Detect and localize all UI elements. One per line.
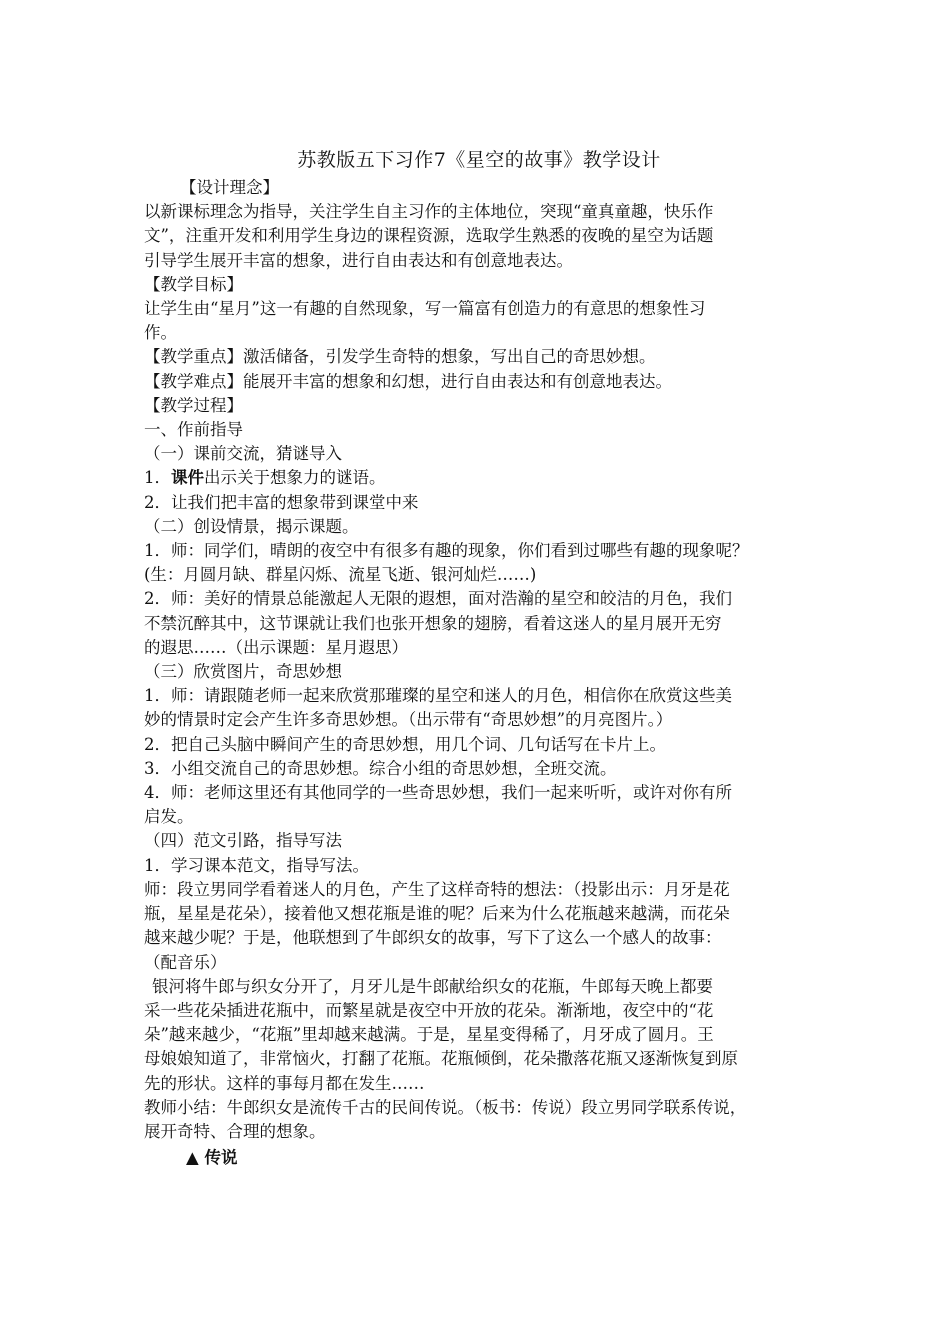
paragraph-line: 采一些花朵插进花瓶中，而繁星就是夜空中开放的花朵。渐渐地，夜空中的“花 — [144, 1000, 714, 1020]
paragraph-line: 瓶，星星是花朵），接着他又想花瓶是谁的呢？后来为什么花瓶越来越满，而花朵 — [144, 904, 730, 924]
line-text: 出示关于想象力的谜语。 — [204, 468, 386, 488]
paragraph-line: （配音乐） — [144, 952, 227, 972]
paragraph-line: 先的形状。这样的事每月都在发生…… — [144, 1073, 425, 1093]
paragraph-line: 2．师：美好的情景总能激起人无限的遐想，面对浩瀚的星空和皎洁的月色，我们 — [144, 589, 732, 609]
paragraph-line: 1．学习课本范文，指导写法。 — [144, 855, 369, 875]
paragraph-line: (生：月圆月缺、群星闪烁、流星飞逝、银河灿烂……) — [144, 565, 537, 585]
paragraph-line: 文”，注重开发和利用学生身边的课程资源，选取学生熟悉的夜晚的星空为话题 — [144, 226, 714, 246]
paragraph-line: 让学生由“星月”这一有趣的自然现象，写一篇富有创造力的有意思的想象性习 — [144, 299, 706, 319]
paragraph-line: 的遐思……（出示课题：星月遐思） — [144, 637, 408, 657]
paragraph-line: （三）欣赏图片，奇思妙想 — [144, 662, 342, 682]
paragraph-line: 引导学生展开丰富的想象，进行自由表达和有创意地表达。 — [144, 250, 573, 270]
paragraph-line: 教师小结：牛郎织女是流传千古的民间传说。（板书：传说）段立男同学联系传说， — [144, 1097, 747, 1117]
paragraph-line: （四）范文引路，指导写法 — [144, 831, 342, 851]
paragraph-line: 妙的情景时定会产生许多奇思妙想。（出示带有“奇思妙想”的月亮图片。） — [144, 710, 673, 730]
paragraph-line: 作。 — [144, 323, 177, 343]
paragraph-line: 展开奇特、合理的想象。 — [144, 1121, 326, 1141]
paragraph-line: 【教学目标】 — [144, 274, 243, 294]
paragraph-line: 3．小组交流自己的奇思妙想。综合小组的奇思妙想，全班交流。 — [144, 758, 617, 778]
paragraph-line: 1．师：同学们，晴朗的夜空中有很多有趣的现象，你们看到过哪些有趣的现象呢？ — [144, 541, 749, 561]
paragraph-line: （二）创设情景，揭示课题。 — [144, 516, 359, 536]
paragraph-line: 母娘娘知道了，非常恼火，打翻了花瓶。花瓶倾倒，花朵撒落花瓶又逐渐恢复到原 — [144, 1049, 738, 1069]
bullet-label: 传说 — [204, 1148, 238, 1168]
paragraph-line: 师：段立男同学看着迷人的月色，产生了这样奇特的想法：（投影出示：月牙是花 — [144, 879, 730, 899]
paragraph-line: （一）课前交流，猜谜导入 — [144, 444, 342, 464]
paragraph-line: 【教学重点】激活储备，引发学生奇特的想象，写出自己的奇思妙想。 — [144, 347, 656, 367]
paragraph-line: 2．把自己头脑中瞬间产生的奇思妙想，用几个词、几句话写在卡片上。 — [144, 734, 666, 754]
paragraph-line: 【教学过程】 — [144, 395, 243, 415]
paragraph-line: 启发。 — [144, 807, 194, 827]
paragraph-line: 4．师：老师这里还有其他同学的一些奇思妙想，我们一起来听听，或许对你有所 — [144, 783, 732, 803]
paragraph-line: 以新课标理念为指导，关注学生自主习作的主体地位，突现“童真童趣，快乐作 — [144, 202, 714, 222]
bullet-heading — [144, 1144, 814, 1172]
document-title: 苏教版五下习作7《星空的故事》教学设计 — [297, 149, 661, 171]
document-page — [144, 146, 814, 1172]
paragraph-line: 朵”越来越少，“花瓶”里却越来越满。于是，星星变得稀了，月牙成了圆月。王 — [144, 1025, 714, 1045]
paragraph-line: 一、作前指导 — [144, 420, 243, 440]
line-prefix: 1． — [144, 468, 171, 488]
paragraph-line: 不禁沉醉其中，这节课就让我们也张开想象的翅膀，看着这迷人的星月展开无穷 — [144, 613, 722, 633]
triangle-icon: ▲ — [186, 1148, 199, 1168]
paragraph-line: 【教学难点】能展开丰富的想象和幻想，进行自由表达和有创意地表达。 — [144, 371, 672, 391]
bold-term: 课件 — [171, 468, 204, 488]
paragraph-line: 1．师：请跟随老师一起来欣赏那璀璨的星空和迷人的月色，相信你在欣赏这些美 — [144, 686, 732, 706]
document-body — [144, 176, 814, 1144]
paragraph-line: 银河将牛郎与织女分开了，月牙儿是牛郎献给织女的花瓶，牛郎每天晚上都要 — [152, 976, 713, 996]
paragraph-line: 越来越少呢？于是，他联想到了牛郎织女的故事，写下了这么一个感人的故事： — [144, 928, 722, 948]
paragraph-line: 【设计理念】 — [180, 178, 279, 197]
paragraph-line — [144, 466, 814, 490]
paragraph-line: 2．让我们把丰富的想象带到课堂中来 — [144, 492, 419, 512]
